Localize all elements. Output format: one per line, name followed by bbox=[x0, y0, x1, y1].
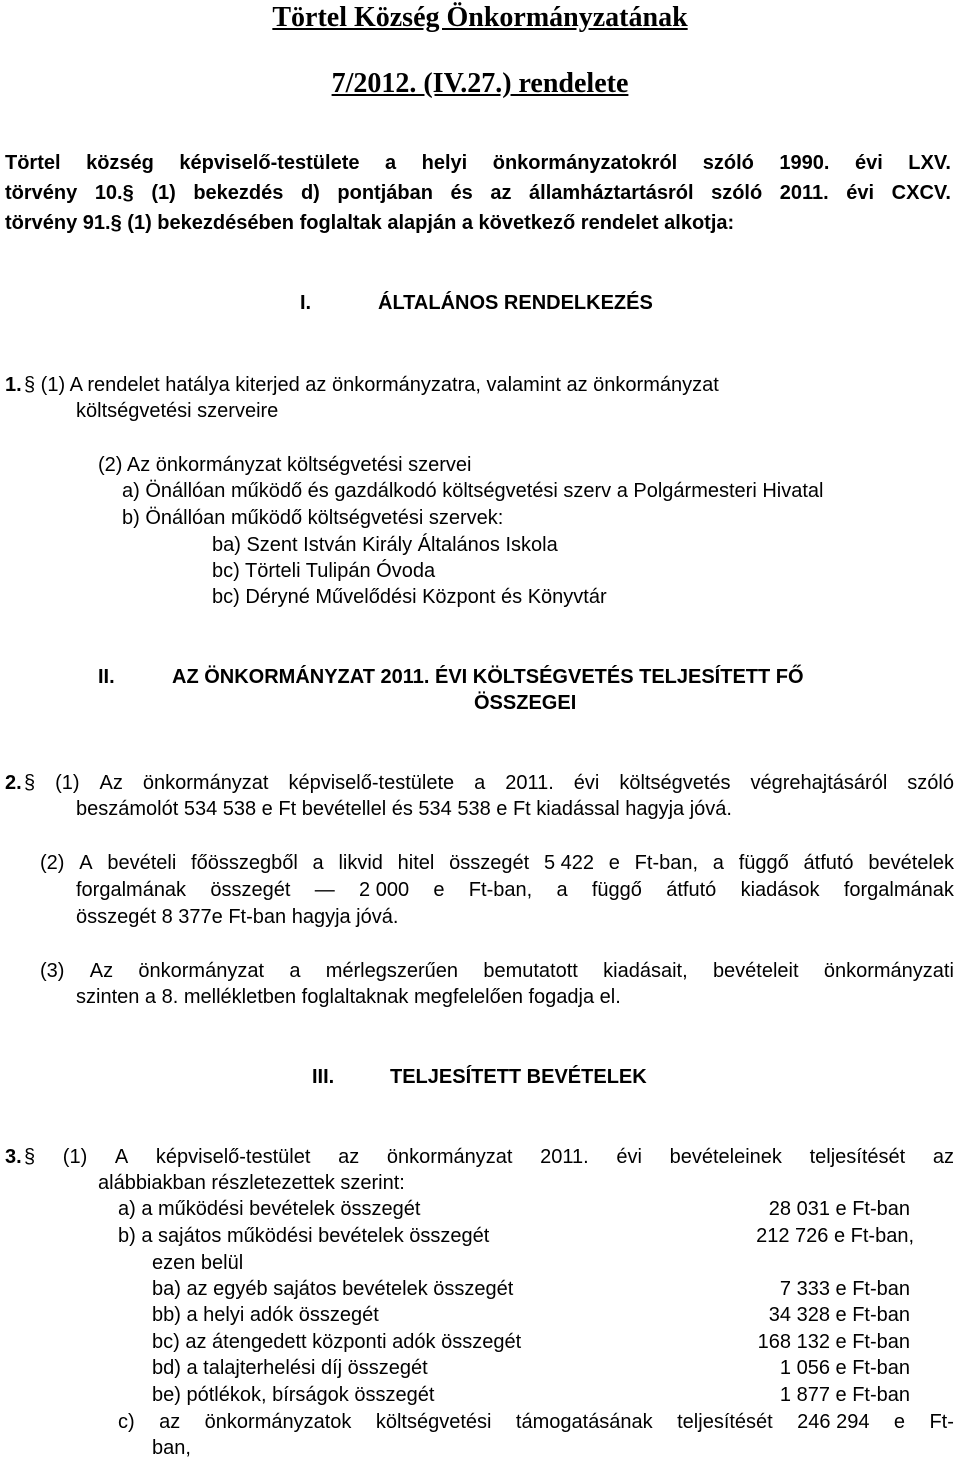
decree-number: 7/2012. (IV.27.) rendelete bbox=[331, 68, 629, 99]
paragraph-3-1-line-2: alábbiakban részletezettek szerint: bbox=[98, 1172, 405, 1194]
paragraph-2-2-word: a bbox=[312, 852, 324, 874]
paragraph-2-3-word: a bbox=[289, 960, 301, 982]
paragraph-2-1-line-2: beszámolót 534 538 e Ft bevétellel és 534 538 e Ft kiadással hagyja jóvá. bbox=[76, 798, 732, 820]
paragraph-2-2b-word: függő bbox=[591, 879, 642, 901]
paragraph-2-2b-word: összegét bbox=[210, 879, 291, 901]
section-1-numeral: I. bbox=[300, 292, 312, 314]
paragraph-1-2-intro: (2) Az önkormányzat költségvetési szervei bbox=[98, 454, 472, 476]
preamble-1-word: helyi bbox=[421, 152, 468, 174]
paragraph-2-2b-word: e bbox=[433, 879, 445, 901]
paragraph-2-1-word: (1) bbox=[55, 772, 80, 794]
paragraph-2-3-word: önkormányzati bbox=[823, 960, 954, 982]
revenue-item-c-line-2: ban, bbox=[152, 1437, 191, 1459]
document-title: Törtel Község Önkormányzatának bbox=[272, 2, 688, 33]
revenue-item-c-word: e bbox=[893, 1411, 906, 1433]
paragraph-2-3-word: Az bbox=[89, 960, 114, 982]
section-1-heading: ÁLTALÁNOS RENDELKEZÉS bbox=[378, 292, 653, 314]
revenue-subitem-bc-label: bc) az átengedett központi adók összegét bbox=[152, 1331, 522, 1353]
revenue-item-c-line-1 bbox=[118, 1411, 954, 1434]
paragraph-2-3-line-2: szinten a 8. mellékletben foglaltaknak megfelelően fogadja el. bbox=[76, 986, 621, 1008]
list-item-bc-2: bc) Déryné Művelődési Központ és Könyvtár bbox=[212, 586, 607, 608]
preamble-2-word: d) bbox=[300, 182, 320, 204]
paragraph-2-2-line-1 bbox=[40, 852, 954, 875]
paragraph-3-1-word: teljesítését bbox=[809, 1146, 906, 1168]
paragraph-2-1-word: a bbox=[474, 772, 486, 794]
paragraph-2-3-word: (3) bbox=[40, 960, 65, 982]
revenue-subitem-bd-amount: 1 056 e Ft-ban bbox=[779, 1357, 910, 1379]
paragraph-2-2-word: hitel bbox=[397, 852, 435, 874]
paragraph-2-1-line-1 bbox=[24, 772, 954, 795]
paragraph-1-text-1: § (1) A rendelet hatálya kiterjed az önkormányzatra, valamint az önkormányzat bbox=[24, 374, 719, 396]
section-3-heading: TELJESÍTETT BEVÉTELEK bbox=[390, 1066, 647, 1088]
paragraph-2-3-word: kiadásait, bbox=[603, 960, 688, 982]
paragraph-2-2b-word: a bbox=[556, 879, 568, 901]
section-2-heading-1: AZ ÖNKORMÁNYZAT 2011. ÉVI KÖLTSÉGVETÉS TELJESÍTETT FŐ bbox=[172, 666, 804, 688]
paragraph-2-2b-word: forgalmának bbox=[843, 879, 954, 901]
preamble-2-word: pontjában bbox=[337, 182, 433, 204]
paragraph-2-2b-word: 2 000 bbox=[359, 879, 410, 901]
preamble-2-word: CXCV. bbox=[891, 182, 951, 204]
preamble-1-word: község bbox=[86, 152, 154, 174]
preamble-2-word: 10.§ bbox=[94, 182, 134, 204]
preamble-2-word: (1) bbox=[151, 182, 176, 204]
paragraph-2-1-word: évi bbox=[573, 772, 600, 794]
paragraph-3-1-word: A bbox=[114, 1146, 129, 1168]
paragraph-2-2-word: Ft-ban, bbox=[634, 852, 699, 874]
revenue-item-c-word: az bbox=[159, 1411, 181, 1433]
paragraph-2-2b-word: átfutó bbox=[666, 879, 717, 901]
paragraph-2-2-word: összegét bbox=[449, 852, 530, 874]
paragraph-3-1-word: (1) bbox=[62, 1146, 88, 1168]
revenue-subitem-bc-amount: 168 132 e Ft-ban bbox=[757, 1331, 910, 1353]
paragraph-1-text-2: költségvetési szerveire bbox=[76, 400, 279, 422]
paragraph-3-1-word: 2011. bbox=[540, 1146, 589, 1168]
revenue-item-c-word: teljesítését bbox=[677, 1411, 773, 1433]
preamble-1-word: a bbox=[385, 152, 397, 174]
list-item-ba: ba) Szent István Király Általános Iskola bbox=[212, 534, 558, 556]
paragraph-2-3-word: bevételeit bbox=[712, 960, 799, 982]
paragraph-2-1-word: végrehajtásáról bbox=[750, 772, 888, 794]
paragraph-2-2-word: bevételek bbox=[868, 852, 954, 874]
paragraph-2-2b-word: — bbox=[314, 879, 335, 901]
paragraph-2-3-word: mérlegszerűen bbox=[325, 960, 459, 982]
paragraph-2-3-line-1 bbox=[40, 960, 954, 983]
paragraph-2-2-word: a bbox=[712, 852, 724, 874]
preamble-2-word: szóló bbox=[711, 182, 763, 204]
paragraph-3-1-word: az bbox=[932, 1146, 954, 1168]
paragraph-2-2-word: (2) bbox=[40, 852, 65, 874]
paragraph-2-1-word: képviselő-testülete bbox=[288, 772, 455, 794]
paragraph-2-2-word: likvid bbox=[338, 852, 383, 874]
paragraph-2-1-word: költségvetés bbox=[619, 772, 731, 794]
preamble-line-2 bbox=[5, 182, 951, 205]
revenue-item-c-word: támogatásának bbox=[515, 1411, 653, 1433]
paragraph-2-2-word: bevételi bbox=[107, 852, 177, 874]
paragraph-2-2-word: e bbox=[608, 852, 620, 874]
revenue-subitem-be-label: be) pótlékok, bírságok összegét bbox=[152, 1384, 435, 1406]
preamble-1-word: LXV. bbox=[908, 152, 951, 174]
section-2-heading-2: ÖSSZEGEI bbox=[474, 692, 577, 714]
section-3-numeral: III. bbox=[312, 1066, 335, 1088]
revenue-subitem-bb-label: bb) a helyi adók összegét bbox=[152, 1304, 379, 1326]
revenue-item-a-amount: 28 031 e Ft-ban bbox=[768, 1198, 910, 1220]
revenue-item-a-label: a) a működési bevételek összegét bbox=[118, 1198, 421, 1220]
preamble-2-word: évi bbox=[846, 182, 875, 204]
preamble-1-word: évi bbox=[854, 152, 883, 174]
preamble-1-word: önkormányzatokról bbox=[492, 152, 678, 174]
paragraph-2-2b-word: Ft-ban, bbox=[468, 879, 533, 901]
section-2-numeral: II. bbox=[98, 666, 115, 688]
ezen-belul-label: ezen belül bbox=[152, 1252, 244, 1274]
preamble-2-word: törvény bbox=[5, 182, 78, 204]
revenue-item-b-amount: 212 726 e Ft-ban, bbox=[756, 1225, 914, 1247]
revenue-item-b-label: b) a sajátos működési bevételek összegét bbox=[118, 1225, 490, 1247]
paragraph-3-1-word: § bbox=[24, 1146, 36, 1168]
paragraph-2-2-line-3: összegét 8 377e Ft-ban hagyja jóvá. bbox=[76, 906, 399, 928]
preamble-1-word: 1990. bbox=[779, 152, 830, 174]
preamble-2-word: az bbox=[490, 182, 512, 204]
paragraph-2-1-word: önkormányzat bbox=[142, 772, 269, 794]
revenue-subitem-ba-amount: 7 333 e Ft-ban bbox=[779, 1278, 910, 1300]
paragraph-2-2-word: főösszegből bbox=[191, 852, 298, 874]
list-item-b: b) Önállóan működő költségvetési szervek: bbox=[122, 507, 504, 529]
paragraph-3-1-word: képviselő-testület bbox=[155, 1146, 311, 1168]
paragraph-3-1-word: bevételeinek bbox=[669, 1146, 782, 1168]
paragraph-2-2-line-2 bbox=[76, 879, 954, 902]
preamble-line-3: törvény 91.§ (1) bekezdésében foglaltak alapján a következő rendelet alkotja: bbox=[5, 212, 735, 234]
paragraph-2-1-word: § bbox=[24, 772, 36, 794]
paragraph-2-2-word: 5 422 bbox=[543, 852, 595, 874]
revenue-item-c-word: önkormányzatok bbox=[204, 1411, 352, 1433]
preamble-2-word: 2011. bbox=[779, 182, 829, 204]
preamble-2-word: államháztartásról bbox=[529, 182, 694, 204]
revenue-item-c-word: költségvetési bbox=[375, 1411, 492, 1433]
paragraph-2-number: 2. bbox=[5, 772, 22, 794]
preamble-1-word: szóló bbox=[702, 152, 754, 174]
paragraph-2-3-word: önkormányzat bbox=[138, 960, 265, 982]
paragraph-2-1-word: Az bbox=[99, 772, 123, 794]
preamble-1-word: Törtel bbox=[5, 152, 61, 174]
preamble-1-word: képviselő-testülete bbox=[179, 152, 360, 174]
paragraph-3-1-line-1 bbox=[24, 1146, 954, 1169]
paragraph-1-number: 1. bbox=[5, 374, 22, 396]
paragraph-3-1-word: önkormányzat bbox=[386, 1146, 513, 1168]
revenue-subitem-bd-label: bd) a talajterhelési díj összegét bbox=[152, 1357, 428, 1379]
paragraph-2-1-word: szóló bbox=[907, 772, 954, 794]
revenue-item-c-word: c) bbox=[118, 1411, 135, 1433]
paragraph-2-2b-word: kiadások bbox=[740, 879, 820, 901]
list-item-bc-1: bc) Törteli Tulipán Óvoda bbox=[212, 560, 436, 582]
paragraph-2-3-word: bemutatott bbox=[483, 960, 578, 982]
paragraph-2-2-word: átfutó bbox=[803, 852, 854, 874]
paragraph-2-2-word: függő bbox=[738, 852, 789, 874]
revenue-item-c-word: 246 294 bbox=[797, 1411, 870, 1433]
paragraph-2-2-word: A bbox=[79, 852, 93, 874]
revenue-subitem-be-amount: 1 877 e Ft-ban bbox=[779, 1384, 910, 1406]
paragraph-2-1-word: 2011. bbox=[505, 772, 554, 794]
paragraph-3-number: 3. bbox=[5, 1146, 22, 1168]
revenue-subitem-ba-label: ba) az egyéb sajátos bevételek összegét bbox=[152, 1278, 514, 1300]
preamble-line-1 bbox=[5, 152, 951, 175]
revenue-item-c-word: Ft- bbox=[929, 1411, 954, 1433]
paragraph-3-1-word: az bbox=[338, 1146, 360, 1168]
preamble-2-word: és bbox=[450, 182, 473, 204]
revenue-subitem-bb-amount: 34 328 e Ft-ban bbox=[768, 1304, 910, 1326]
preamble-2-word: bekezdés bbox=[193, 182, 284, 204]
list-item-a: a) Önállóan működő és gazdálkodó költségvetési szerv a Polgármesteri Hivatal bbox=[122, 480, 824, 502]
paragraph-3-1-word: évi bbox=[616, 1146, 642, 1168]
paragraph-2-2b-word: forgalmának bbox=[76, 879, 187, 901]
